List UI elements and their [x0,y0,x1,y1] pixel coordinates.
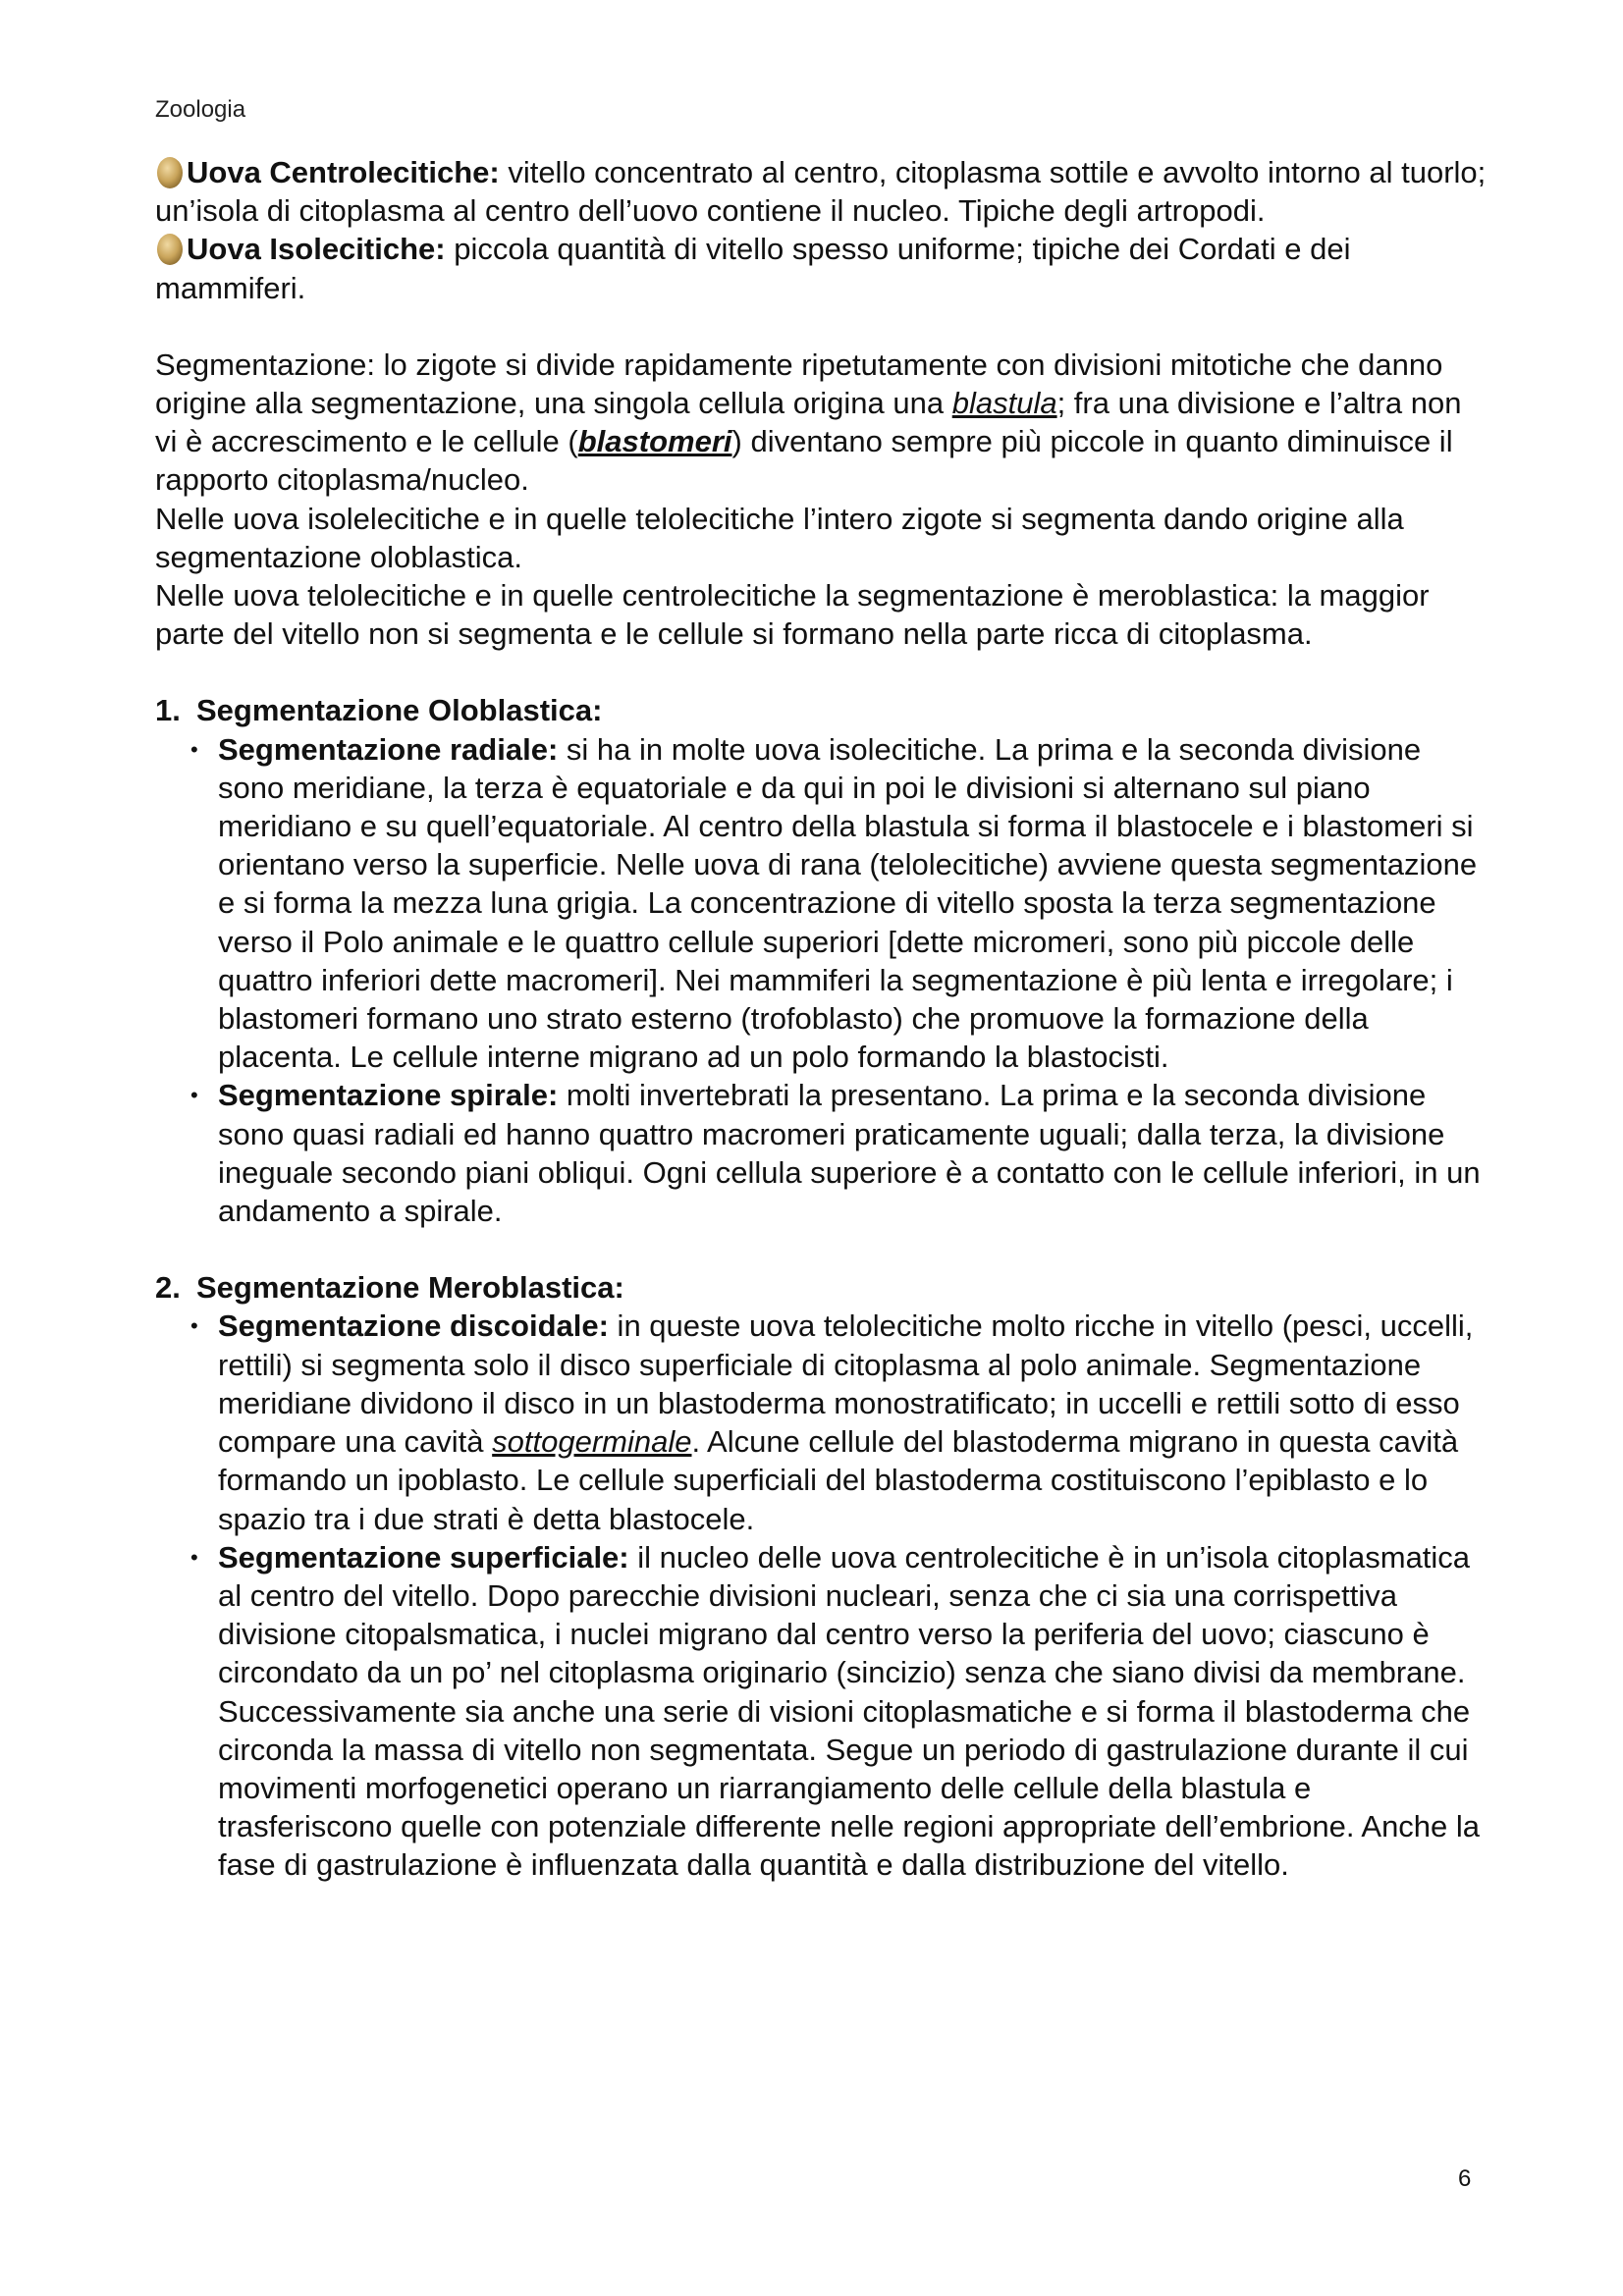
section-1-title: Segmentazione Oloblastica: [196,693,603,728]
page-number: 6 [1458,2165,1472,2192]
discoidale-text-2: . Alcune cellule del blastoderma migrano in questa cavità formando un ipoblasto. Le cellule superficiali del blastoderma costituiscono l’epiblasto e lo spazio tra i due strati è detta blastocele. [218,1424,1459,1536]
section-2-list [155,1307,1490,1884]
list-item-radiale [190,730,1490,1077]
centrolecitiche-title: Uova Centrolecitiche: [187,155,500,189]
section-2-title: Segmentazione Meroblastica: [196,1270,624,1306]
section-1-heading [155,691,1490,729]
spirale-text: molti invertebrati la presentano. La prima e la seconda divisione sono quasi radiali ed hanno quattro macromeri praticamente uguali; dalla terza, la divisione ineguale secondo piani obliqui. Ogni cellula superiore è a contatto con le cellule inferiori, in un andamento a spirale. [218,1078,1481,1229]
intro-part2: ; fra una divisione e l’altra non vi è accrescimento e le cellule ( [155,386,1462,459]
isolecitiche-paragraph [155,230,1490,306]
bullet-icon: • [190,1083,198,1108]
centrolecitiche-paragraph [155,153,1490,230]
egg-icon [155,155,185,190]
page-header: Zoologia [155,96,246,123]
sottogerminale-term: sottogerminale [492,1424,692,1460]
isolecitiche-text: piccola quantità di vitello spesso uniforme; tipiche dei Cordati e dei mammiferi. [155,232,1351,305]
radiale-label: Segmentazione radiale: [218,731,559,767]
egg-icon [155,232,185,267]
radiale-text: si ha in molte uova isolecitiche. La prima e la seconda divisione sono meridiane, la terza è equatoriale e da qui in poi le divisioni si alternano sul piano meridiano e su quell’equatoriale. Al centro della blastula si forma il blastocele e i blastomeri si orientano verso la superficie. Nelle uova di rana (telolecitiche) avviene questa segmentazione e si forma la mezza luna grigia. La concentrazione di vitello sposta la terza segmentazione verso il Polo animale e le quattro cellule superiori [dette micromeri, sono più piccole delle quattro inferiori dette macromeri]. Nei mammiferi la segmentazione è più lenta e irregolare; i blastomeri formano uno strato esterno (trofoblasto) che promuove la formazione della placenta. Le cellule interne migrano ad un polo formando la blastocisti. [218,731,1478,1075]
bullet-icon: • [190,736,198,762]
discoidale-label: Segmentazione discoidale: [218,1308,609,1344]
list-item-discoidale [190,1307,1490,1537]
oloblastica-paragraph: Nelle uova isolelecitiche e in quelle telolecitiche l’intero zigote si segmenta dando origine alla segmentazione oloblastica. [155,501,1404,574]
segmentazione-intro-paragraph [155,346,1490,500]
list-item-spirale [190,1076,1490,1230]
spirale-label: Segmentazione spirale: [218,1078,559,1113]
centrolecitiche-text: vitello concentrato al centro, citoplasma sottile e avvolto intorno al tuorlo; un’isola di citoplasma al centro dell’uovo contiene il nucleo. Tipiche degli artropodi. [155,155,1487,229]
blastomeri-term: blastomeri [577,424,732,459]
bullet-icon: • [190,1544,198,1570]
section-2-heading [155,1268,1490,1307]
discoidale-text-1: in queste uova telolecitiche molto ricche in vitello (pesci, uccelli, rettili) si segmenta solo il disco superficiale di citoplasma al polo animale. Segmentazione meridiane dividono il disco in un blastoderma monostratificato; in uccelli e rettili sotto di esso compare una cavità [218,1308,1474,1460]
isolecitiche-title: Uova Isolecitiche: [187,232,446,267]
intro-part1: Segmentazione: lo zigote si divide rapidamente ripetutamente con divisioni mitotiche che danno origine alla segmentazione, una singola cellula origina una [155,347,1443,421]
meroblastica-paragraph: Nelle uova telolecitiche e in quelle centrolecitiche la segmentazione è meroblastica: la maggior parte del vitello non si segmenta e le cellule si formano nella parte ricca di citoplasma. [155,578,1430,652]
superficiale-text: il nucleo delle uova centrolecitiche è in un’isola citoplasmatica al centro del vitello. Dopo parecchie divisioni nucleari, senza che ci sia una corrispettiva divisione citopalsmatica, i nuclei migrano dal centro verso la periferia del uovo; ciascuno è circondato da un po’ nel citoplasma originario (sincizio) senza che siano divisi da membrane. Successivamente sia anche una serie di visioni citoplasmatiche e si forma il blastoderma che circonda la massa di vitello non segmentata. Segue un periodo di gastrulazione durante il cui movimenti morfogenetici operano un riarrangiamento delle cellule della blastula e trasferiscono quelle con potenziale differente nelle regioni appropriate dell’embrione. Anche la fase di gastrulazione è influenzata dalla quantità e dalla distribuzione del vitello. [218,1539,1481,1883]
document-body [155,153,1490,1885]
superficiale-label: Segmentazione superficiale: [218,1539,629,1575]
blastula-term: blastula [951,386,1057,421]
section-1-number: 1. [155,693,181,728]
intro-part3: ) diventano sempre più piccole in quanto diminuisce il rapporto citoplasma/nucleo. [155,424,1453,498]
bullet-icon: • [190,1313,198,1339]
section-2-number: 2. [155,1270,181,1306]
section-1-list [155,730,1490,1231]
list-item-superficiale [190,1538,1490,1885]
